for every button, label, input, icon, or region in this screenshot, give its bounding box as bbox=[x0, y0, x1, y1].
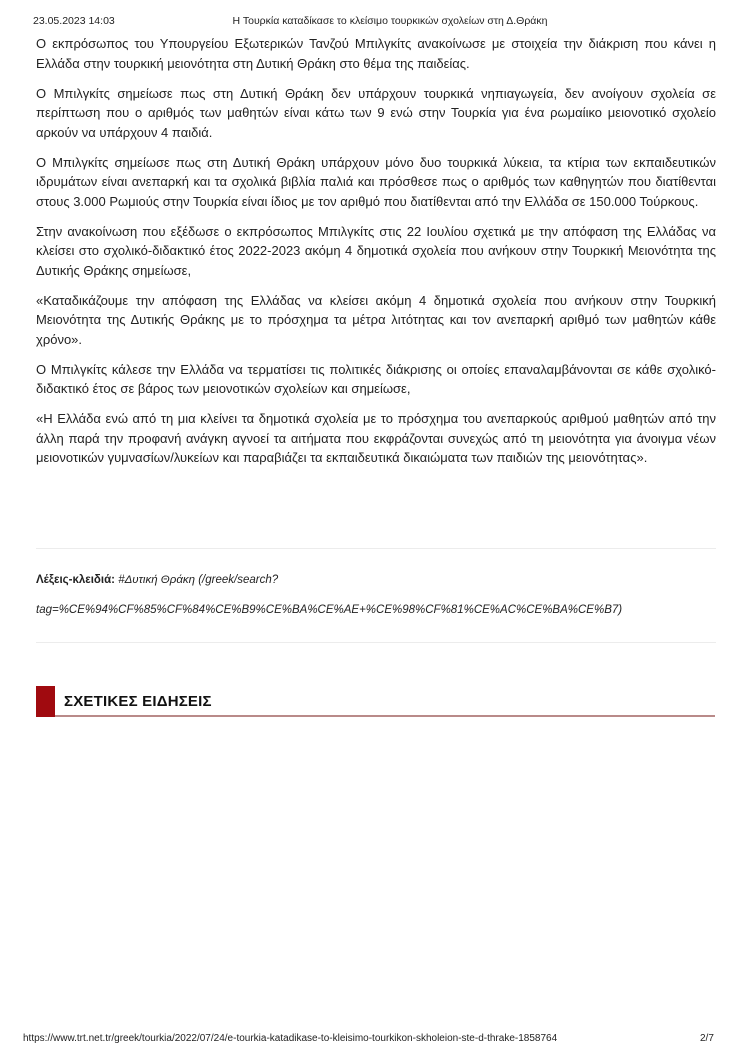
keyword-tag-link-continued[interactable]: tag=%CE%94%CF%85%CF%84%CE%B9%CE%BA%CE%AE+%CE%98%CF%81%CE%AC%CE%BA%CE%B7) bbox=[36, 604, 623, 616]
article-paragraph: «Καταδικάζουμε την απόφαση της Ελλάδας να κλείσει ακόμη 4 δημοτικά σχολεία που ανήκουν στην Τουρκική Μειονότητα της Δυτικής Θράκης με το πρόσχημα τα μέτρα λιτότητας και τον ανεπαρκή αριθμό των μαθητών κάθε χρόνο». bbox=[36, 292, 716, 347]
divider bbox=[36, 548, 716, 549]
article-paragraph: Ο Μπιλγκίτς κάλεσε την Ελλάδα να τερματίσει τις πολιτικές διάκρισης οι οποίες επαναλαμβάνονται σε κάθε σχολικό-διδακτικό έτος σε βάρος των μειονοτικών σχολείων και σημείωσε, bbox=[36, 361, 716, 396]
article-paragraph: Ο εκπρόσωπος του Υπουργείου Εξωτερικών Τανζού Μπιλγκίτς ανακοίνωσε με στοιχεία την διάκριση που κάνει η Ελλάδα στην τουρκική μειονότητα στη Δυτική Θράκη στο θέμα της παιδείας. bbox=[36, 36, 716, 71]
article-paragraph: «Η Ελλάδα ενώ από τη μια κλείνει τα δημοτικά σχολεία με το πρόσχημα του ανεπαρκούς αριθμού μαθητών από την άλλη παρά την προφανή ανάγκη αγνοεί τα αιτήματα που εκφράζονται συνεχώς από τη μειονότητα για άνοιγμα νέων μειονοτικών γυμνασίων/λυκείων και παραβιάζει τα εκπαιδευτικά δικαιώματα των παιδιών της μειονότητας». bbox=[36, 411, 716, 465]
page-url: https://www.trt.net.tr/greek/tourkia/2022/07/24/e-tourkia-katadikase-to-kleisimo-tourkikon-skholeion-ste-d-thrake-1858764 bbox=[23, 1033, 558, 1044]
page-number: 2/7 bbox=[700, 1033, 714, 1044]
related-news-heading: ΣΧΕΤΙΚΕΣ ΕΙΔΗΣΕΙΣ bbox=[64, 693, 212, 710]
keywords-label: Λέξεις-κλειδιά: bbox=[36, 574, 115, 586]
related-news-header bbox=[36, 686, 716, 718]
article-paragraph: Στην ανακοίνωση που εξέδωσε ο εκπρόσωπος Μπιλγκίτς στις 22 Ιουλίου σχετικά με την απόφαση της Ελλάδας να κλείσει στο σχολικό-διδακτικό έτος 2022-2023 ακόμη 4 δημοτικά σχολεία που ανήκουν στην Τουρκική Μειονότητα της Δυτικής Θράκης σημείωσε, bbox=[36, 223, 716, 278]
divider bbox=[36, 642, 716, 643]
article-paragraph: Ο Μπιλγκίτς σημείωσε πως στη Δυτική Θράκη υπάρχουν μόνο δυο τουρκικά λύκεια, τα κτίρια των εκπαιδευτικών ιδρυμάτων είναι ανεπαρκή και τα σχολικά βιβλία παλιά και πρόσθεσε πως ο αριθμός των καθηγητών που διατίθενται στους 3.000 Ρωμιούς στην Τουρκία είναι ίδιος με τον αριθμό που διατίθενται από την Ελλάδα σε 150.000 Τούρκους. bbox=[36, 154, 716, 209]
accent-bar bbox=[36, 686, 55, 717]
print-page-title: Η Τουρκία καταδίκασε το κλείσιμο τουρκικών σχολείων στη Δ.Θράκη bbox=[232, 15, 548, 27]
keyword-tag-link[interactable]: #Δυτική Θράκη (/greek/search? bbox=[118, 574, 279, 586]
print-header bbox=[0, 15, 750, 29]
heading-underline bbox=[55, 715, 715, 717]
keywords-section bbox=[36, 573, 736, 616]
print-datetime: 23.05.2023 14:03 bbox=[33, 15, 115, 27]
article-body bbox=[36, 34, 716, 478]
article-paragraph: Ο Μπιλγκίτς σημείωσε πως στη Δυτική Θράκη δεν υπάρχουν τουρκικά νηπιαγωγεία, δεν ανοίγουν σχολεία σε περίπτωση που ο αριθμός των μαθητών είναι κάτω των 9 ενώ στην Τουρκία για ένα ρωμαίικο μειονοτικό σχολείο αρκούν να υπάρχουν 4 παιδιά. bbox=[36, 85, 716, 140]
